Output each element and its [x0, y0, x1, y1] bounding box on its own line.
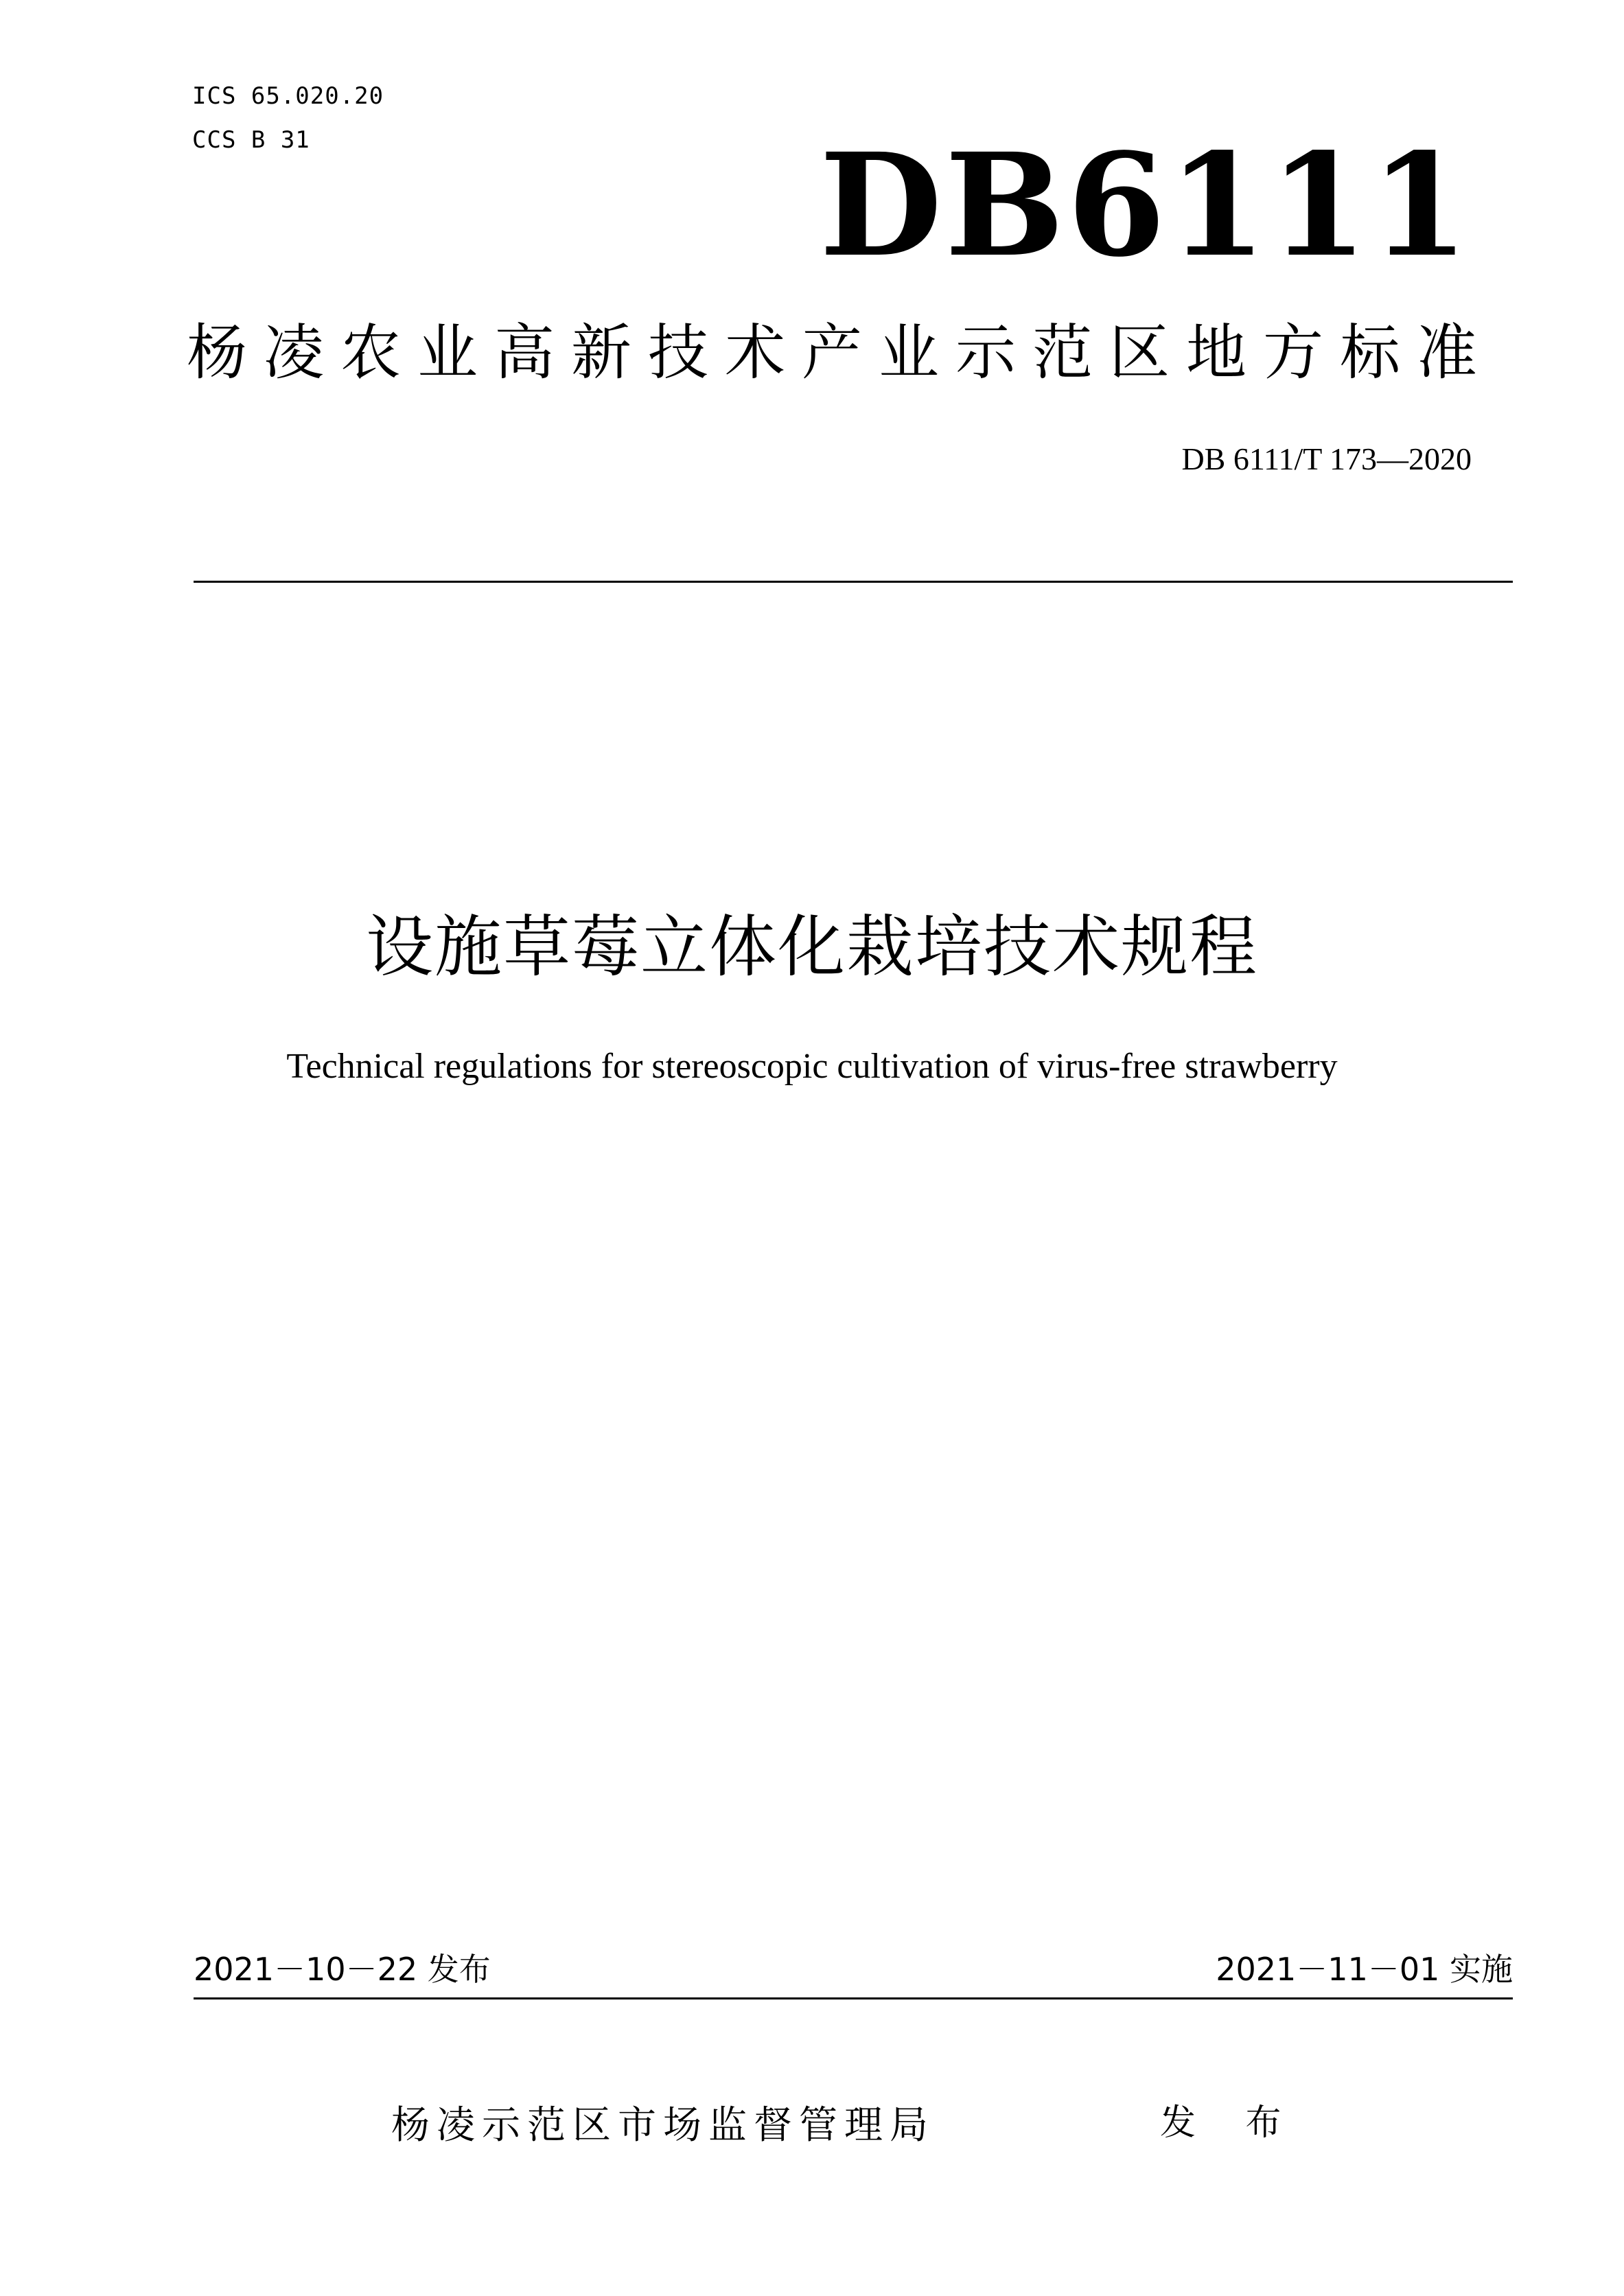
standard-category: 杨凌农业高新技术产业示范区地方标准	[187, 317, 1494, 388]
issue-date: 2021－10－22 发布	[194, 1951, 491, 1988]
implementation-date: 2021－11－01 实施	[1216, 1951, 1513, 1988]
bottom-divider	[194, 1997, 1513, 1999]
standard-number: DB 6111/T 173—2020	[1181, 441, 1472, 476]
top-divider	[194, 581, 1513, 583]
standard-logo: DB6111	[819, 122, 1472, 288]
ics-code: ICS 65.020.20	[192, 82, 384, 110]
issuing-authority: 杨凌示范区市场监督管理局	[391, 2103, 935, 2148]
document-title-chinese: 设施草莓立体化栽培技术规程	[365, 908, 1258, 986]
issue-label: 发 布	[1160, 2102, 1301, 2144]
document-title-english: Technical regulations for stereoscopic cultivation of virus-free strawberry	[286, 1047, 1338, 1086]
ccs-code: CCS B 31	[192, 126, 310, 154]
